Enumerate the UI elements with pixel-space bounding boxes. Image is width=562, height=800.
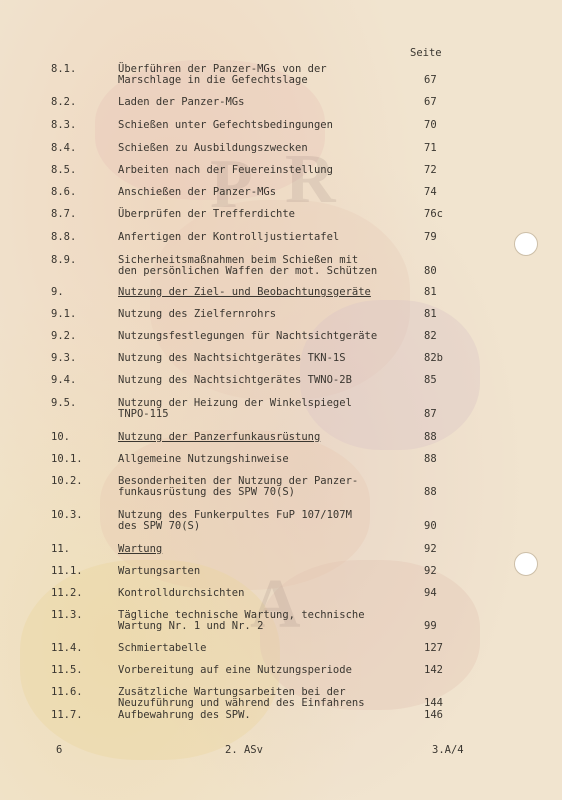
toc-entry-number: 10.2. (51, 475, 83, 487)
toc-entry-title: Aufbewahrung des SPW. (118, 709, 251, 721)
toc-entry-title: Überprüfen der Trefferdichte (118, 208, 296, 220)
punch-hole-top (514, 232, 538, 256)
toc-entry-page: 142 (424, 664, 443, 676)
toc-entry-page: 76c (424, 208, 443, 220)
toc-entry-title: Nutzung des Nachtsichtgerätes TKN-1S (118, 352, 346, 364)
toc-entry-page: 127 (424, 642, 443, 654)
toc-entry-number: 8.1. (51, 63, 77, 75)
toc-entry-title: Schießen unter Gefechtsbedingungen (118, 119, 333, 131)
toc-entry-number: 11.4. (51, 642, 83, 654)
toc-entry-number: 8.2. (51, 96, 77, 108)
toc-entry-title: Nutzungsfestlegungen für Nachtsichtgeräte (118, 330, 378, 342)
toc-entry-page: 67 (424, 74, 437, 86)
toc-entry-page: 144 (424, 697, 443, 709)
toc-entry-number: 10. (51, 431, 70, 443)
toc-entry-page: 72 (424, 164, 437, 176)
page-column-header: Seite (410, 47, 442, 59)
toc-entry-page: 85 (424, 374, 437, 386)
toc-entry-title: Wartungsarten (118, 565, 201, 577)
toc-entry-page: 92 (424, 565, 437, 577)
toc-entry-page: 67 (424, 96, 437, 108)
watermark-mark: R (285, 141, 336, 218)
toc-entry-title: Anfertigen der Kontrolljustiertafel (118, 231, 340, 243)
toc-entry-page: 92 (424, 543, 437, 555)
toc-entry-title: Nutzung des Funkerpultes FuP 107/107M des SPW 70(S) (118, 509, 352, 532)
toc-entry-page: 82 (424, 330, 437, 342)
toc-entry-title: Allgemeine Nutzungshinweise (118, 453, 289, 465)
toc-entry-page: 70 (424, 119, 437, 131)
toc-entry-title: Überführen der Panzer-MGs von der Marschlage in die Gefechtslage (118, 63, 327, 86)
toc-entry-page: 79 (424, 231, 437, 243)
toc-entry-number: 11.2. (51, 587, 83, 599)
toc-entry-page: 88 (424, 486, 437, 498)
toc-entry-title: Nutzung des Zielfernrohrs (118, 308, 277, 320)
toc-entry-number: 9.2. (51, 330, 77, 342)
toc-entry-page: 88 (424, 453, 437, 465)
toc-entry-number: 10.1. (51, 453, 83, 465)
toc-entry-title: Wartung (118, 543, 163, 555)
toc-entry-number: 11. (51, 543, 70, 555)
toc-entry-number: 10.3. (51, 509, 83, 521)
toc-entry-title: Nutzung der Panzerfunkausrüstung (118, 431, 321, 443)
toc-entry-page: 94 (424, 587, 437, 599)
toc-entry-page: 88 (424, 431, 437, 443)
toc-entry-number: 8.7. (51, 208, 77, 220)
toc-entry-number: 8.5. (51, 164, 77, 176)
toc-entry-number: 9.4. (51, 374, 77, 386)
toc-entry-title: Besonderheiten der Nutzung der Panzer- funkausrüstung des SPW 70(S) (118, 475, 359, 498)
watermark-mark: P (210, 146, 253, 223)
toc-entry-number: 11.5. (51, 664, 83, 676)
watermark-mark: A (250, 566, 301, 643)
toc-entry-title: Nutzung des Nachtsichtgerätes TWNO-2B (118, 374, 352, 386)
toc-entry-title: Schmiertabelle (118, 642, 207, 654)
toc-entry-page: 81 (424, 308, 437, 320)
toc-entry-page: 146 (424, 709, 443, 721)
toc-entry-title: Schießen zu Ausbildungszwecken (118, 142, 308, 154)
toc-entry-page: 74 (424, 186, 437, 198)
toc-entry-page: 82b (424, 352, 443, 364)
punch-hole-bottom (514, 552, 538, 576)
toc-entry-title: Arbeiten nach der Feuereinstellung (118, 164, 333, 176)
toc-entry-title: Nutzung der Heizung der Winkelspiegel TNPO-115 (118, 397, 352, 420)
toc-entry-title: Kontrolldurchsichten (118, 587, 245, 599)
toc-entry-title: Laden der Panzer-MGs (118, 96, 245, 108)
toc-entry-number: 8.8. (51, 231, 77, 243)
toc-entry-number: 8.3. (51, 119, 77, 131)
toc-entry-number: 11.3. (51, 609, 83, 621)
toc-entry-page: 71 (424, 142, 437, 154)
toc-entry-title: Tägliche technische Wartung, technische Wartung Nr. 1 und Nr. 2 (118, 609, 365, 632)
toc-entry-title: Nutzung der Ziel- und Beobachtungsgeräte (118, 286, 371, 298)
toc-entry-page: 81 (424, 286, 437, 298)
toc-entry-page: 99 (424, 620, 437, 632)
toc-entry-number: 9.1. (51, 308, 77, 320)
footer-right-text: 3.A/4 (432, 744, 464, 756)
footer-page-number: 6 (56, 744, 63, 756)
toc-entry-page: 87 (424, 408, 437, 420)
footer-center-text: 2. ASv (225, 744, 263, 756)
toc-entry-number: 9.3. (51, 352, 77, 364)
toc-entry-page: 80 (424, 265, 437, 277)
toc-entry-number: 8.6. (51, 186, 77, 198)
toc-entry-page: 90 (424, 520, 437, 532)
toc-entry-title: Sicherheitsmaßnahmen beim Schießen mit den persönlichen Waffen der mot. Schützen (118, 254, 378, 277)
toc-entry-number: 8.9. (51, 254, 77, 266)
toc-entry-number: 9. (51, 286, 64, 298)
toc-entry-number: 9.5. (51, 397, 77, 409)
toc-entry-title: Anschießen der Panzer-MGs (118, 186, 277, 198)
toc-entry-number: 11.1. (51, 565, 83, 577)
toc-entry-number: 11.7. (51, 709, 83, 721)
toc-entry-title: Vorbereitung auf eine Nutzungsperiode (118, 664, 352, 676)
toc-entry-number: 8.4. (51, 142, 77, 154)
toc-entry-number: 11.6. (51, 686, 83, 698)
toc-entry-title: Zusätzliche Wartungsarbeiten bei der Neuzuführung und während des Einfahrens (118, 686, 365, 709)
